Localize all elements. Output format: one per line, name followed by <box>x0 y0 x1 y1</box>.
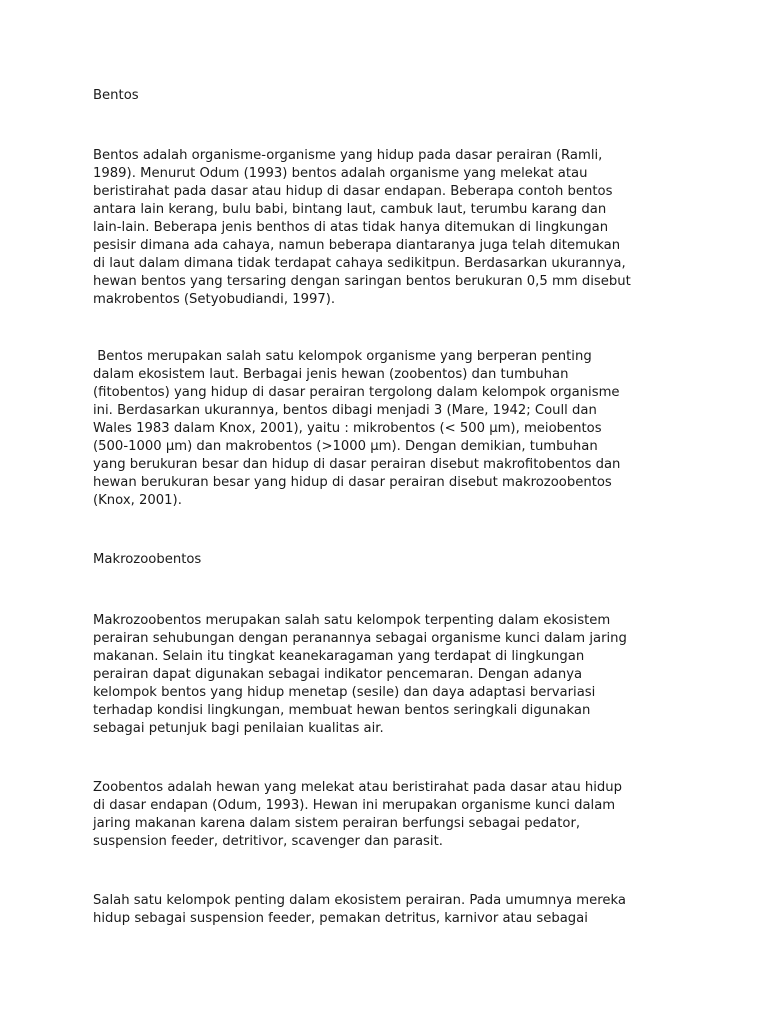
paragraph-line: yang berukuran besar dan hidup di dasar perairan disebut makrofitobentos dan <box>93 457 621 472</box>
heading-line: Bentos <box>93 88 139 103</box>
paragraph-line: hidup sebagai suspension feeder, pemakan detritus, karnivor atau sebagai <box>93 911 588 926</box>
paragraph-line: Zoobentos adalah hewan yang melekat atau beristirahat pada dasar atau hidup <box>93 780 623 795</box>
paragraph-kelompok-penting <box>93 892 693 928</box>
paragraph-line: di laut dalam dimana tidak terdapat cahaya sedikitpun. Berdasarkan ukurannya, <box>93 256 626 271</box>
paragraph-line: di dasar endapan (Odum, 1993). Hewan ini merupakan organisme kunci dalam <box>93 798 616 813</box>
paragraph-line: ini. Berdasarkan ukurannya, bentos dibagi menjadi 3 (Mare, 1942; Coull dan <box>93 403 597 418</box>
paragraph-line: pesisir dimana ada cahaya, namun beberapa diantaranya juga telah ditemukan <box>93 238 621 253</box>
paragraph-line: perairan sehubungan dengan peranannya sebagai organisme kunci dalam jaring <box>93 631 627 646</box>
paragraph-line: makanan. Selain itu tingkat keanekaragaman yang terdapat di lingkungan <box>93 649 585 664</box>
paragraph-line: suspension feeder, detritivor, scavenger dan parasit. <box>93 834 443 849</box>
paragraph-line: lain-lain. Beberapa jenis benthos di atas tidak hanya ditemukan di lingkungan <box>93 220 609 235</box>
paragraph-line: antara lain kerang, bulu babi, bintang laut, cambuk laut, terumbu karang dan <box>93 202 607 217</box>
heading-makrozoobentos <box>93 551 693 569</box>
paragraph-bentos-definition <box>93 147 693 309</box>
paragraph-line: 1989). Menurut Odum (1993) bentos adalah organisme yang melekat atau <box>93 166 588 181</box>
paragraph-line: jaring makanan karena dalam sistem perairan berfungsi sebagai pedator, <box>93 816 581 831</box>
paragraph-zoobentos <box>93 779 693 851</box>
paragraph-line: hewan berukuran besar yang hidup di dasar perairan disebut makrozoobentos <box>93 475 612 490</box>
paragraph-line: Bentos adalah organisme-organisme yang hidup pada dasar perairan (Ramli, <box>93 148 603 163</box>
heading-bentos <box>93 87 693 105</box>
paragraph-line: perairan dapat digunakan sebagai indikator pencemaran. Dengan adanya <box>93 667 583 682</box>
paragraph-line: kelompok bentos yang hidup menetap (sesile) dan daya adaptasi bervariasi <box>93 685 596 700</box>
paragraph-line: Makrozoobentos merupakan salah satu kelompok terpenting dalam ekosistem <box>93 613 611 628</box>
paragraph-line: hewan bentos yang tersaring dengan saringan bentos berukuran 0,5 mm disebut <box>93 274 631 289</box>
paragraph-line: dalam ekosistem laut. Berbagai jenis hewan (zoobentos) dan tumbuhan <box>93 367 569 382</box>
paragraph-line: beristirahat pada dasar atau hidup di dasar endapan. Beberapa contoh bentos <box>93 184 613 199</box>
paragraph-line: (500-1000 µm) dan makrobentos (>1000 µm). Dengan demikian, tumbuhan <box>93 439 598 454</box>
paragraph-line: (fitobentos) yang hidup di dasar perairan tergolong dalam kelompok organisme <box>93 385 620 400</box>
paragraph-line: Bentos merupakan salah satu kelompok organisme yang berperan penting <box>93 349 592 364</box>
paragraph-line: Salah satu kelompok penting dalam ekosistem perairan. Pada umumnya mereka <box>93 893 626 908</box>
paragraph-line: Wales 1983 dalam Knox, 2001), yaitu : mikrobentos (< 500 µm), meiobentos <box>93 421 602 436</box>
paragraph-line: makrobentos (Setyobudiandi, 1997). <box>93 292 336 307</box>
heading-line: Makrozoobentos <box>93 552 202 567</box>
paragraph-line: sebagai petunjuk bagi penilaian kualitas air. <box>93 721 384 736</box>
paragraph-bentos-role <box>93 348 693 510</box>
paragraph-line: (Knox, 2001). <box>93 493 182 508</box>
paragraph-line: terhadap kondisi lingkungan, membuat hewan bentos seringkali digunakan <box>93 703 591 718</box>
paragraph-makrozoobentos <box>93 612 693 738</box>
